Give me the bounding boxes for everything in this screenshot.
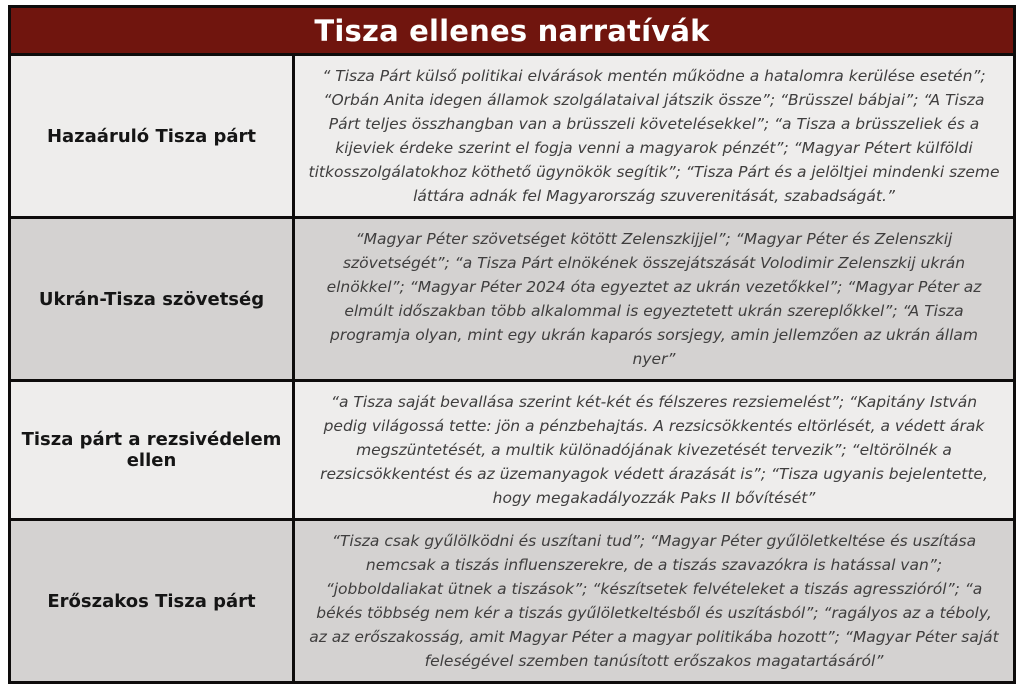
row-label: Hazaáruló Tisza párt — [11, 56, 295, 216]
row-quotes: “Magyar Péter szövetséget kötött Zelenszkijjel”; “Magyar Péter és Zelenszkij szövetségét”; “a Tisza Párt elnökének összejátszását Volodimir Zelenszkij ukrán elnökkel”; “Magyar Péter 2024 óta egyeztet az ukrán vezetőkkel”; “Magyar Péter az elmúlt időszakban több alkalommal is egyeztetett ukrán szereplőkkel”; “A Tisza programja olyan, mint egy ukrán kaparós sorsjegy, amin jellemzően az ukrán állam nyer” — [326, 230, 982, 368]
narratives-table — [8, 5, 1016, 684]
table-row — [11, 53, 1013, 216]
row-label: Tisza párt a rezsivédelem ellen — [11, 382, 295, 518]
table-row — [11, 216, 1013, 379]
row-quotes: “a Tisza saját bevallása szerint két-két és félszeres rezsiemelést”; “Kapitány István pedig világossá tette: jön a pénzbehajtás. A rezsicsökkentés eltörlését, a védett árak megszüntetését, a multik különadójának kivezetését tervezik”; “eltörölnék a rezsicsökkentést és az üzemanyagok védett árazását is”; “Tisza ugyanis bejelentette, hogy megakadályozzák Paks II bővítését” — [320, 393, 988, 507]
row-quotes: “ Tisza Párt külső politikai elvárások mentén működne a hatalomra kerülése esetén”; “Orbán Anita idegen államok szolgálataival játszik össze”; “Brüsszel bábjai”; “A Tisza Párt teljes összhangban van a brüsszeli követelésekkel”; “a Tisza a brüsszeliek és a kijeviek érdeke szerint el fogja venni a magyarok pénzét”; “Magyar Pétert külföldi titkosszolgálatokhoz köthető ügynökök segítik”; “Tisza Párt és a jelöltjei mindenki szeme láttára adnák fel Magyarország szuverenitását, szabadságát.” — [308, 67, 1000, 205]
page-title: Tisza ellenes narratívák — [314, 13, 710, 48]
table-title-bar — [11, 8, 1013, 53]
row-label: Ukrán-Tisza szövetség — [11, 219, 295, 379]
table-row — [11, 379, 1013, 518]
table-row — [11, 518, 1013, 681]
row-quotes: “Tisza csak gyűlölködni és uszítani tud”; “Magyar Péter gyűlöletkeltése és uszítása nemcsak a tiszás influenszerekre, de a tiszás szavazókra is hatással van”; “jobboldaliakat ütnek a tiszások”; “készítsetek felvételeket a tiszás agresszióról”; “a békés többség nem kér a tiszás gyűlöletkeltésből és uszításból”; “ragályos az a téboly, az az erőszakosság, amit Magyar Péter a magyar politikába hozott”; “Magyar Péter saját feleségével szemben tanúsított erőszakos magatartásáról” — [309, 532, 999, 670]
row-label: Erőszakos Tisza párt — [11, 521, 295, 681]
